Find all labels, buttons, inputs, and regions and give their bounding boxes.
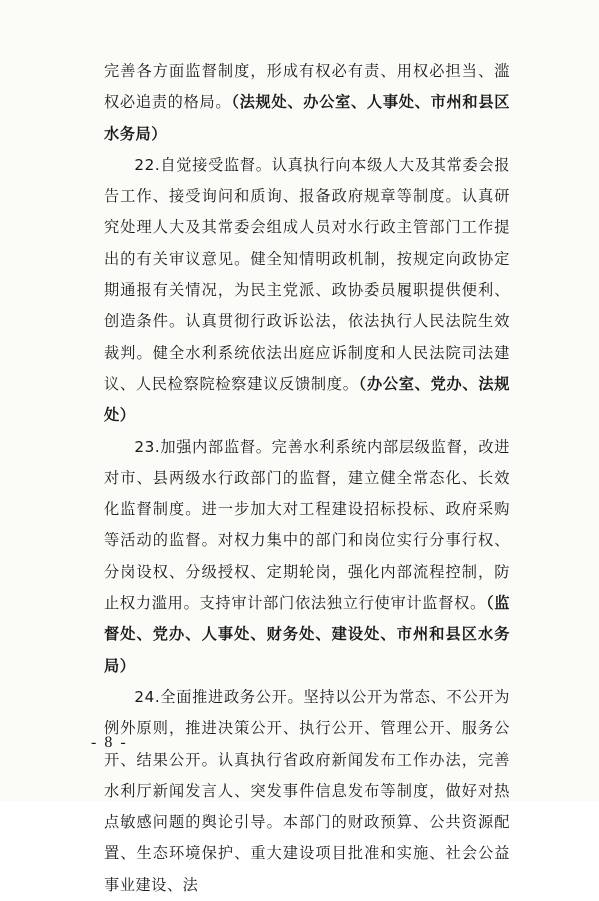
paragraph-body: 认真执行向本级人大及其常委会报告工作、接受询问和质询、报备政府规章等制度。认真研究处理人大及其常委会组成人员对水行政主管部门工作提出的有关审议意见。健全知情明政机制，按规定向政协定期通报有关情况，为民主党派、政协委员履职提供便利、创造条件。认真贯彻行政诉讼法，依法执行人民法院生效裁判。健全水利系统依法出庭应诉制度和人民法院司法建议、人民检察院检察建议反馈制度。 xyxy=(104,155,511,393)
paragraph-body: 坚持以公开为常态、不公开为例外原则，推进决策公开、执行公开、管理公开、服务公开、结果公开。认真执行省政府新闻发布工作办法，完善水利厅新闻发言人、突发事件信息发布等制度，做好对热点敏感问题的舆论引导。本部门的财政预算、公共资源配置、生态环境保护、重大建设项目批准和实施、社会公益事业建设、法 xyxy=(104,687,510,894)
paragraph-body: 完善水利系统内部层级监督，改进对市、县两级水行政部门的监督，建立健全常态化、长效化监督制度。进一步加大对工程建设招标投标、政府采购等活动的监督。对权力集中的部门和岗位实行分事行权、分岗设权、分级授权、定期轮岗，强化内部流程控制，防止权力滥用。支持审计部门依法独立行使审计监督权。 xyxy=(104,437,511,613)
paragraph-continued xyxy=(104,56,510,150)
paragraph-heading: 22.自觉接受监督。 xyxy=(134,155,272,174)
paragraph-23 xyxy=(104,432,510,682)
responsible-departments: （法规处、办公室、人事处、市州和县区水务局） xyxy=(104,93,510,143)
responsible-departments: （办公室、党办、法规处） xyxy=(104,374,510,425)
paragraph-heading: 23.加强内部监督。 xyxy=(134,437,272,456)
paragraph-22 xyxy=(104,150,510,432)
document-body xyxy=(104,56,510,901)
paragraph-24 xyxy=(104,682,510,901)
paragraph-heading: 24.全面推进政务公开。 xyxy=(134,687,304,706)
paragraph-body: 完善各方面监督制度，形成有权必有责、用权必担当、滥权必追责的格局。 xyxy=(104,62,510,112)
page-number: - 8 - xyxy=(91,734,128,751)
responsible-departments: （监督处、党办、人事处、财务处、建设处、市州和县区水务局） xyxy=(104,594,511,675)
